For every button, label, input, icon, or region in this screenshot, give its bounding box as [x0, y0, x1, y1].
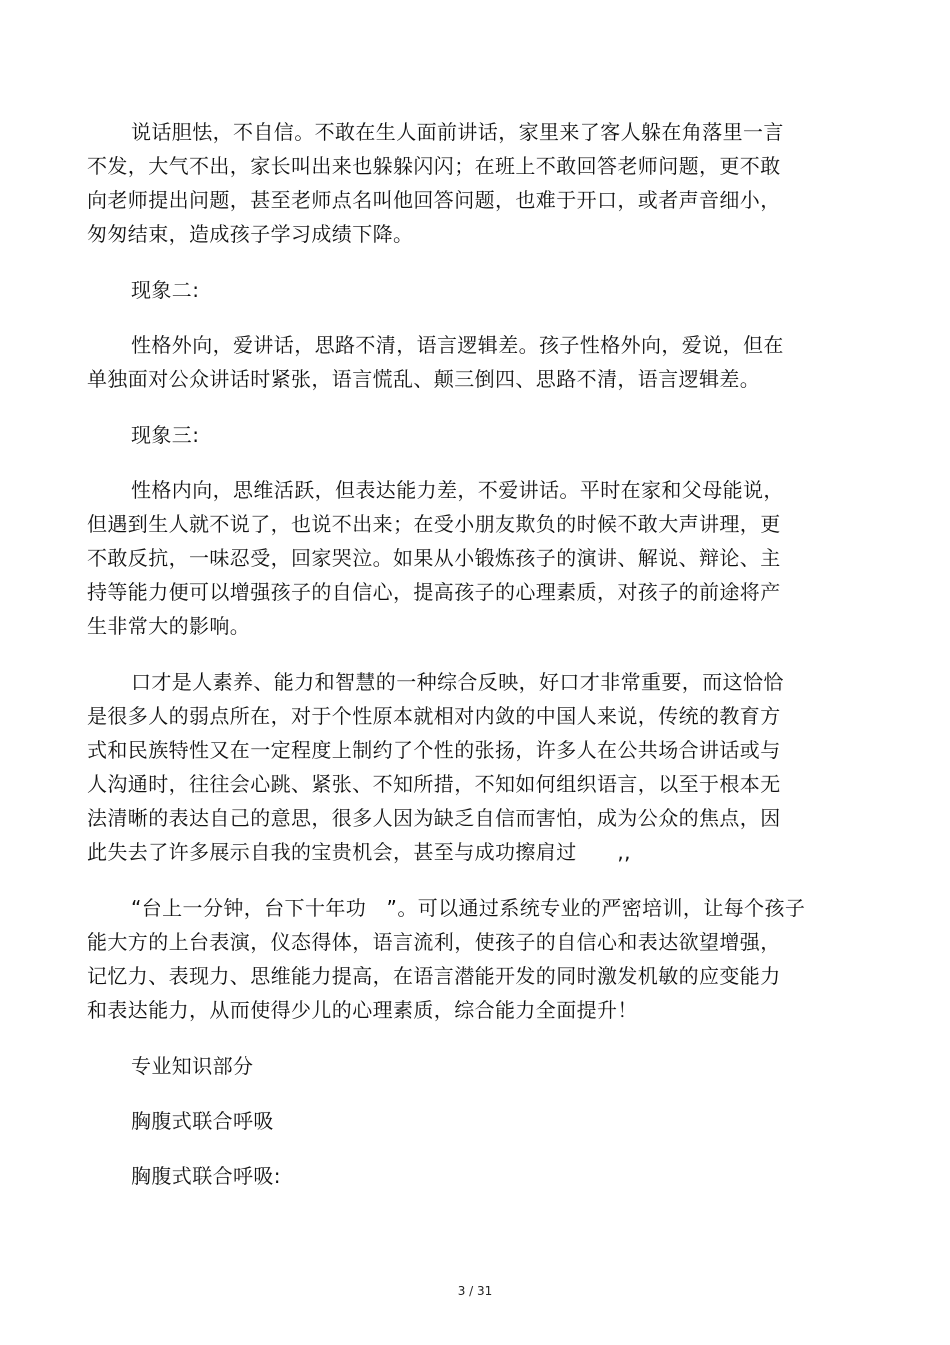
p4-line-2: 是很多人的弱点所在，对于个性原本就相对内敛的中国人来说，传统的教育方	[87, 704, 781, 728]
p4-line-1: 口才是人素养、能力和智慧的一种综合反映，好口才非常重要，而这恰恰	[131, 670, 784, 694]
page-number: 3 / 31	[457, 1284, 493, 1298]
heading-chest-abdominal-breathing-colon: 胸腹式联合呼吸:	[131, 1164, 281, 1188]
p3-line-5: 生非常大的影响。	[87, 614, 251, 638]
p3-line-4: 持等能力便可以增强孩子的自信心，提高孩子的心理素质，对孩子的前途将产	[87, 580, 781, 604]
p3-line-1: 性格内向，思维活跃，但表达能力差，不爱讲话。平时在家和父母能说，	[131, 478, 784, 502]
heading-phenomenon-two: 现象二:	[131, 278, 200, 302]
p5-line-4: 和表达能力，从而使得少儿的心理素质，综合能力全面提升！	[87, 998, 638, 1022]
p4-line-5: 法清晰的表达自己的意思，很多人因为缺乏自信而害怕，成为公众的焦点，因	[87, 806, 781, 830]
p3-line-3: 不敢反抗，一味忍受，回家哭泣。如果从小锻炼孩子的演讲、解说、辩论、主	[87, 546, 781, 570]
p5-line-1: “台上一分钟，台下十年功 ”。可以通过系统专业的严密培训，让每个孩子	[131, 896, 806, 920]
heading-phenomenon-three: 现象三:	[131, 423, 200, 447]
p4-line-6: 此失去了许多展示自我的宝贵机会，甚至与成功擦肩过 ,,	[87, 840, 631, 864]
p5-line-3: 记忆力、表现力、思维能力提高，在语言潜能开发的同时激发机敏的应变能力	[87, 964, 781, 988]
p4-line-4: 人沟通时，往往会心跳、紧张、不知所措，不知如何组织语言，以至于根本无	[87, 772, 781, 796]
p1-line-2: 不发，大气不出，家长叫出来也躲躲闪闪；在班上不敢回答老师问题，更不敢	[87, 154, 781, 178]
p1-line-1: 说话胆怯，不自信。不敢在生人面前讲话，家里来了客人躲在角落里一言	[131, 120, 784, 144]
p1-line-4: 匆匆结束，造成孩子学习成绩下降。	[87, 222, 414, 246]
p4-line-3: 式和民族特性又在一定程度上制约了个性的张扬，许多人在公共场合讲话或与	[87, 738, 781, 762]
p3-line-2: 但遇到生人就不说了，也说不出来；在受小朋友欺负的时候不敢大声讲理，更	[87, 512, 781, 536]
p2-line-2: 单独面对公众讲话时紧张，语言慌乱、颠三倒四、思路不清，语言逻辑差。	[87, 367, 761, 391]
p5-line-2: 能大方的上台表演，仪态得体，语言流利，使孩子的自信心和表达欲望增强，	[87, 930, 781, 954]
p1-line-3: 向老师提出问题，甚至老师点名叫他回答问题，也难于开口，或者声音细小，	[87, 188, 781, 212]
heading-professional-knowledge: 专业知识部分	[131, 1054, 254, 1078]
p2-line-1: 性格外向，爱讲话，思路不清，语言逻辑差。孩子性格外向，爱说，但在	[131, 333, 784, 357]
heading-chest-abdominal-breathing: 胸腹式联合呼吸	[131, 1109, 274, 1133]
